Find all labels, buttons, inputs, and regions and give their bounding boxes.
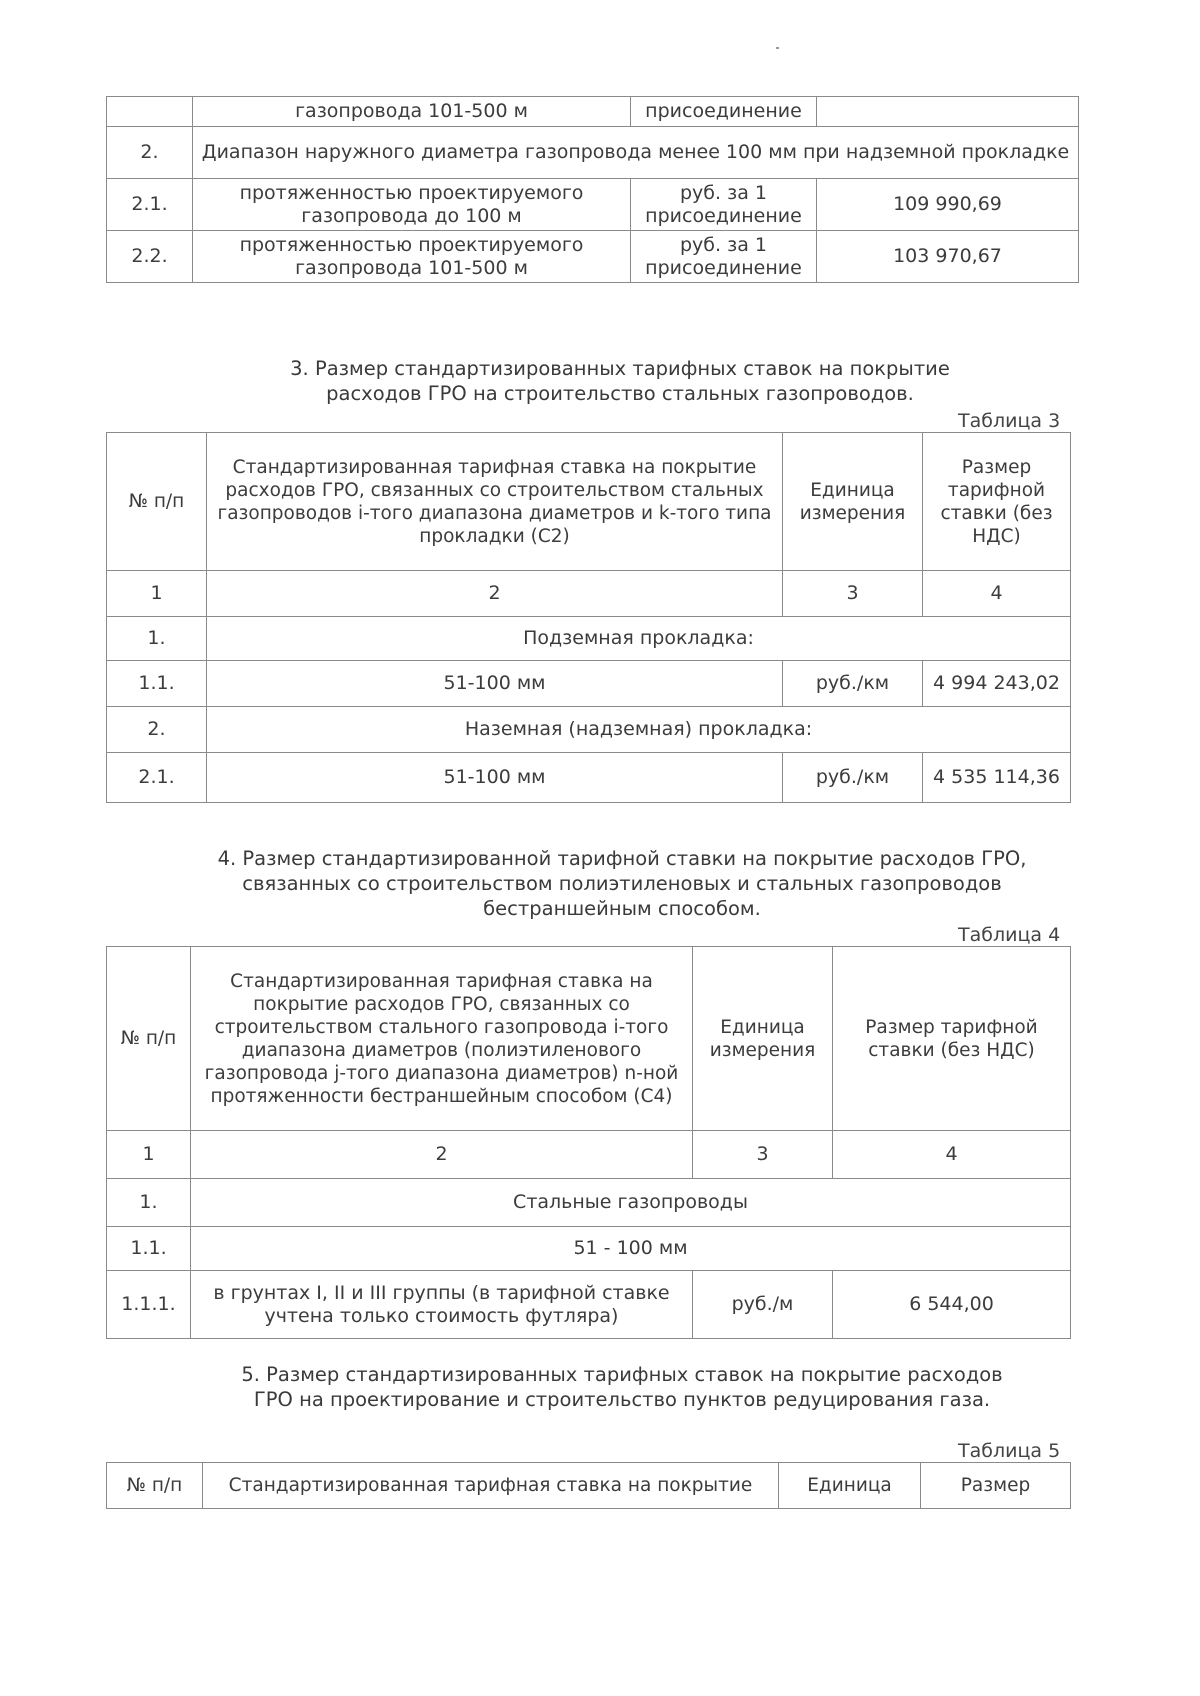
row-num: 2. (107, 127, 193, 179)
row-num: 1.1. (107, 1227, 191, 1271)
table-row (107, 661, 1071, 707)
column-number-row (107, 1131, 1071, 1179)
colnum-1: 1 (107, 1131, 191, 1179)
row-value: 103 970,67 (817, 231, 1079, 283)
row-value: 109 990,69 (817, 179, 1079, 231)
header-name: Стандартизированная тарифная ставка на покрытие расходов ГРО, связанных со строительством стального газопровода i-того диапазона диаметров (полиэтиленового газопровода j-того диапазона диаметров) n-ной протяженности бестраншейным способом (С4) (191, 947, 693, 1131)
row-num: 1.1. (107, 661, 207, 707)
row-name: 51-100 мм (207, 753, 783, 803)
section-row: Стальные газопроводы (191, 1179, 1071, 1227)
table-row (107, 1227, 1071, 1271)
row-num: 1.1.1. (107, 1271, 191, 1339)
row-num: 1. (107, 617, 207, 661)
header-unit: Единица измерения (783, 433, 923, 571)
header-value: Размер (921, 1463, 1071, 1509)
section-row: Наземная (надземная) прокладка: (207, 707, 1071, 753)
table-4-label: Таблица 4 (958, 924, 1061, 946)
table-header-row (107, 947, 1071, 1131)
header-value: Размер тарифной ставки (без НДС) (923, 433, 1071, 571)
colnum-1: 1 (107, 571, 207, 617)
colnum-4: 4 (833, 1131, 1071, 1179)
section-row: Диапазон наружного диаметра газопровода менее 100 мм при надземной прокладке (193, 127, 1079, 179)
row-unit: руб./км (783, 753, 923, 803)
table-row (107, 753, 1071, 803)
table-row (107, 231, 1079, 283)
section-3-heading: 3. Размер стандартизированных тарифных ставок на покрытие расходов ГРО на строительство стальных газопроводов. (290, 357, 950, 405)
table-row (107, 1179, 1071, 1227)
table-header-row (107, 1463, 1071, 1509)
table-row (107, 97, 1079, 127)
header-name: Стандартизированная тарифная ставка на покрытие расходов ГРО, связанных со строительством стальных газопроводов i-того диапазона диаметров и k-того типа прокладки (С2) (207, 433, 783, 571)
row-name: газопровода 101-500 м (193, 97, 631, 127)
row-name: 51-100 мм (207, 661, 783, 707)
row-value: 4 535 114,36 (923, 753, 1071, 803)
section-row: Подземная прокладка: (207, 617, 1071, 661)
row-name: протяженностью проектируемого газопровода до 100 м (193, 179, 631, 231)
table-4 (106, 946, 1071, 1339)
table-row (107, 707, 1071, 753)
row-name: протяженностью проектируемого газопровода 101-500 м (193, 231, 631, 283)
header-unit: Единица измерения (693, 947, 833, 1131)
row-value (817, 97, 1079, 127)
table-continuation (106, 96, 1079, 283)
header-num: № п/п (107, 1463, 203, 1509)
table-3-label: Таблица 3 (958, 410, 1061, 432)
section-row: 51 - 100 мм (191, 1227, 1071, 1271)
table-row (107, 127, 1079, 179)
table-3 (106, 432, 1071, 803)
row-num: 2.2. (107, 231, 193, 283)
row-num: 2.1. (107, 753, 207, 803)
row-num (107, 97, 193, 127)
row-unit: руб./м (693, 1271, 833, 1339)
colnum-2: 2 (191, 1131, 693, 1179)
table-header-row (107, 433, 1071, 571)
row-num: 2.1. (107, 179, 193, 231)
section-5-heading: 5. Размер стандартизированных тарифных ставок на покрытие расходов ГРО на проектирование и строительство пунктов редуцирования газа. (241, 1363, 1003, 1411)
row-unit: руб. за 1 присоединение (631, 231, 817, 283)
row-name: в грунтах I, II и III группы (в тарифной ставке учтена только стоимость футляра) (191, 1271, 693, 1339)
row-value: 4 994 243,02 (923, 661, 1071, 707)
table-row (107, 179, 1079, 231)
row-unit: руб. за 1 присоединение (631, 179, 817, 231)
colnum-3: 3 (693, 1131, 833, 1179)
colnum-3: 3 (783, 571, 923, 617)
table-row (107, 617, 1071, 661)
scan-speck (776, 47, 779, 49)
row-unit: руб./км (783, 661, 923, 707)
row-num: 2. (107, 707, 207, 753)
table-5-label: Таблица 5 (958, 1440, 1061, 1462)
table-5 (106, 1462, 1071, 1509)
section-4-heading: 4. Размер стандартизированной тарифной ставки на покрытие расходов ГРО, связанных со строительством полиэтиленовых и стальных газопроводов бестраншейным способом. (217, 847, 1027, 920)
column-number-row (107, 571, 1071, 617)
colnum-4: 4 (923, 571, 1071, 617)
colnum-2: 2 (207, 571, 783, 617)
row-num: 1. (107, 1179, 191, 1227)
header-name: Стандартизированная тарифная ставка на покрытие (203, 1463, 779, 1509)
header-num: № п/п (107, 433, 207, 571)
row-value: 6 544,00 (833, 1271, 1071, 1339)
table-row (107, 1271, 1071, 1339)
header-unit: Единица (779, 1463, 921, 1509)
header-num: № п/п (107, 947, 191, 1131)
header-value: Размер тарифной ставки (без НДС) (833, 947, 1071, 1131)
row-unit: присоединение (631, 97, 817, 127)
